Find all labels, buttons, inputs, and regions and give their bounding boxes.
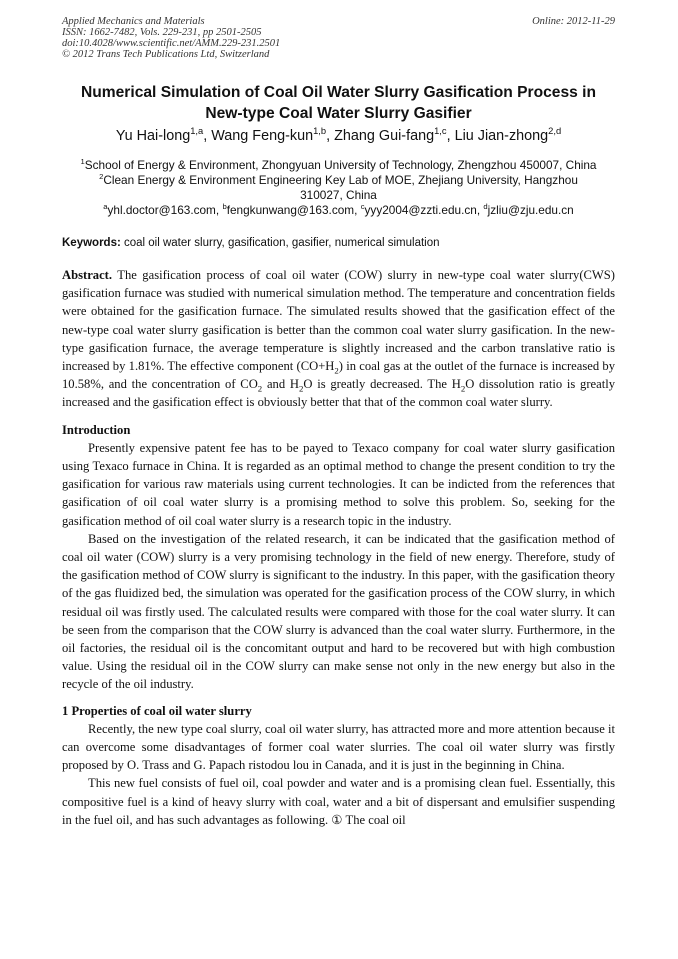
affiliation-sup: 2	[99, 172, 104, 182]
author-name: Liu Jian-zhong	[454, 128, 549, 144]
affiliation-text: Clean Energy & Environment Engineering Key Lab of MOE, Zhejiang University, Hangzhou	[103, 173, 578, 187]
author-sup: 1,c	[434, 126, 447, 137]
spacer	[62, 694, 615, 702]
affiliation-text: School of Energy & Environment, Zhongyuan University of Technology, Zhengzhou 450007, China	[84, 158, 597, 172]
affiliation-2	[62, 173, 615, 188]
author-list: Yu Hai-long$^{1,a}$, Wang Feng-kun$^{1,b}$, Zhang Gui-fang$^{1,c}$, Liu Jian-zhong$^{2,d}$	[115, 126, 562, 144]
journal-name: Applied Mechanics and Materials	[62, 16, 205, 27]
abstract-label: Abstract.	[62, 268, 113, 282]
section-1-paragraph-2: This new fuel consists of fuel oil, coal powder and water and is a promising clean fuel. Essentially, this compositive fuel is a kind of heavy slurry with coal, water and a bit of dispersant and emulsifier suspending in the fuel oil, and has such advantages as following. ① The coal oil	[62, 776, 615, 827]
email-list: $^a$yhl.doctor@163.com, $^b$fengkunwang@163.com, $^c$yyy2004@zzti.edu.cn, $^d$jzliu@zju.edu.cn	[103, 202, 574, 217]
author-name: Wang Feng-kun	[211, 128, 314, 144]
email-sup: d	[483, 202, 488, 212]
subscript: 2	[298, 383, 304, 394]
title-line-2: New-type Coal Water Slurry Gasifier	[205, 105, 472, 122]
author-sup: 1,b	[313, 126, 327, 137]
author-sup: 1,a	[190, 126, 204, 137]
paper-body	[62, 266, 615, 829]
subscript: 2	[334, 365, 339, 376]
abstract	[62, 266, 615, 412]
affiliations	[62, 158, 615, 218]
email-link[interactable]: yhl.doctor@163.com	[107, 203, 216, 217]
email-link[interactable]: jzliu@zju.edu.cn	[487, 203, 574, 217]
section-1-paragraph-1: Recently, the new type coal slurry, coal oil water slurry, has attracted more and more attention because it can overcome some disadvantages of former coal water slurries. The coal oil water slurry was firstly proposed by O. Trass and G. Papach ristodou lou in Canada, and it is just in the beginning in China.	[62, 721, 615, 773]
keywords-label: Keywords:	[62, 237, 121, 249]
email-sup: a	[103, 202, 108, 212]
title-line-1: Numerical Simulation of Coal Oil Water Slurry Gasification Process in	[80, 84, 596, 101]
doi-line[interactable]: doi:10.4028/www.scientific.net/AMM.229-231.2501	[62, 38, 281, 49]
subscript: 2	[257, 383, 263, 394]
affiliation-sup: 1	[80, 157, 85, 167]
email-link[interactable]: yyy2004@zzti.edu.cn	[364, 203, 477, 217]
journal-header	[62, 16, 615, 60]
affiliation-2-line-2: 310027, China	[300, 188, 377, 202]
online-date: Online: 2012-11-29	[532, 16, 615, 27]
email-link[interactable]: fengkunwang@163.com	[226, 203, 355, 217]
introduction-heading: Introduction	[62, 422, 131, 437]
abstract-text: and H	[262, 377, 299, 392]
subscript: 2	[460, 383, 466, 394]
abstract-text: ) in coal gas at the outlet of the furnace is increased by 10.58%, and the concentration of CO	[62, 359, 615, 392]
abstract-text: O is greatly decreased. The H	[303, 377, 461, 392]
issn-line: ISSN: 1662-7482, Vols. 229-231, pp 2501-2505	[62, 27, 262, 38]
author-name: Yu Hai-long	[115, 128, 191, 144]
abstract-text: The gasification process of coal oil water (COW) slurry in new-type coal water slurry(CWS) gasification furnace was studied with numerical simulation method. The temperature and concentration fields were obtained for the gasification furnace. The simulated results showed that the gasification effect of the new-type coal water slurry gasification is better than the common coal water slurry gasification. In the new-type gasification furnace, the average temperature is slightly increased and the carbon translative ratio is increased by 1.81%. The effective component (CO+H	[62, 268, 615, 374]
email-sup: c	[360, 202, 365, 212]
keywords-text: coal oil water slurry, gasification, gasifier, numerical simulation	[120, 237, 440, 249]
abstract-text: O dissolution ratio is greatly increased and the gasification effect is obviously better that that of the common coal water slurry.	[62, 377, 616, 410]
spacer	[62, 412, 615, 421]
copyright-line: © 2012 Trans Tech Publications Ltd, Switzerland	[62, 49, 270, 60]
introduction-paragraph-2: Based on the investigation of the related research, it can be indicated that the gasification method of coal oil water (COW) slurry is a very promising technology in the field of new energy. Therefore, study of the gasification method of COW slurry is significant to the industry. In this paper, with the gasification theory of the gas fluidized bed, the simulation was operated for the gasification process of the COW slurry, in which residual oil was firstly used. The calculated results were compared with those for the coal water slurry. It can be seen from the comparison that the COW slurry is advanced than the coal water slurry. Furthermore, in the oil factories, the residual oil is the concomitant output and hard to be recovered but with high combustion value. Using the residual oil in the COW slurry can make sense not only in the new energy but also in the recycle of the oil industry.	[62, 531, 615, 692]
affiliation-1	[62, 158, 615, 173]
paper-title	[62, 82, 615, 124]
author-name: Zhang Gui-fang	[334, 128, 435, 144]
author-sup: 2,d	[548, 126, 562, 137]
keywords	[62, 236, 615, 250]
introduction-paragraph-1: Presently expensive patent fee has to be payed to Texaco company for coal water slurry gasification using Texaco furnace in China. It is regarded as an optimal method to change the present condition to try the gasification for various raw materials using current technologies. It can be indicted from the references that gasification of oil coal water slurry is a promising method to solve this problem. So, seeking for the gasification method of oil coal water slurry is a research topic in the industry.	[62, 440, 615, 528]
email-sup: b	[222, 202, 227, 212]
section-1-heading: 1 Properties of coal oil water slurry	[62, 703, 252, 718]
